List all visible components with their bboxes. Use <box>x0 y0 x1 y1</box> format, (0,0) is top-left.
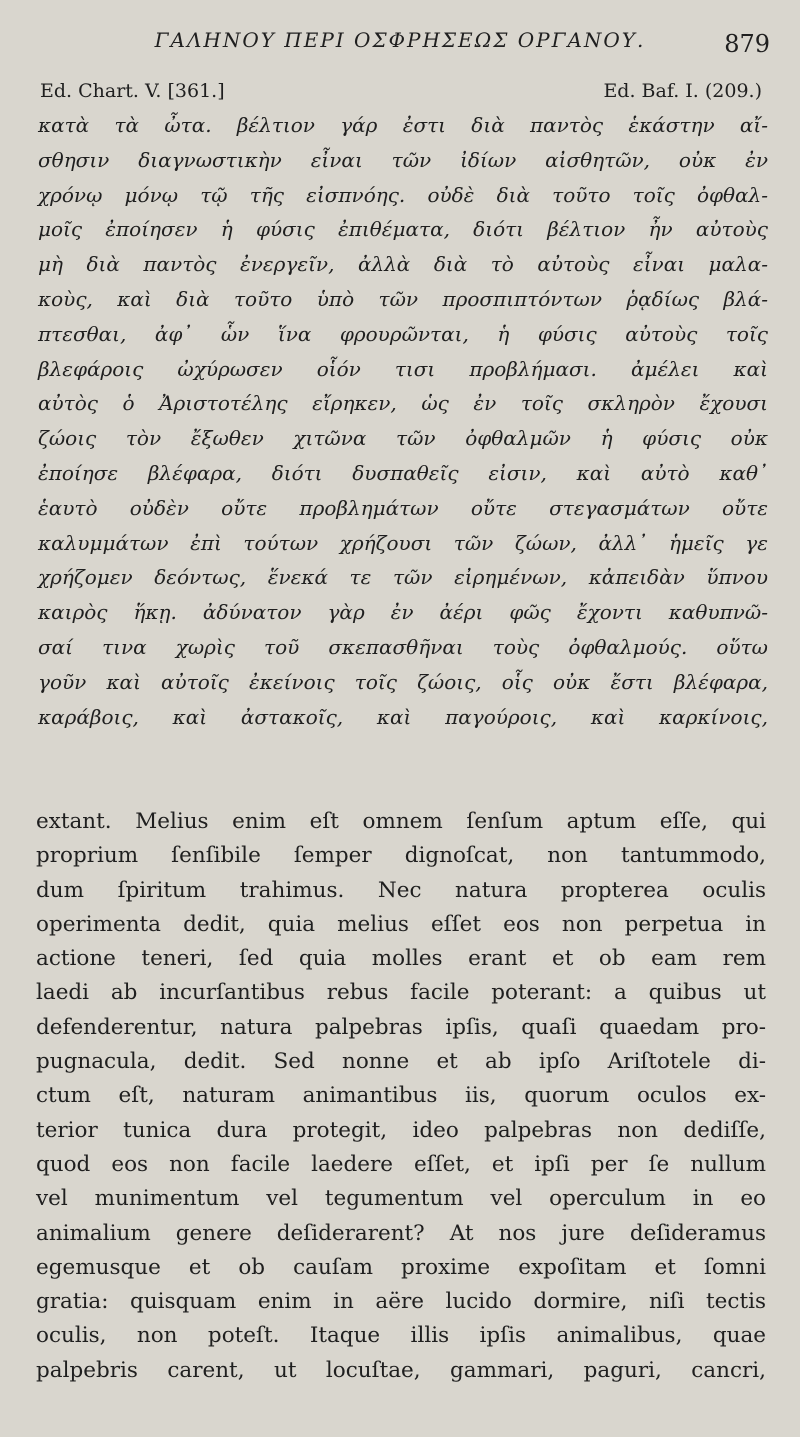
latin-text-line: defenderentur, natura palpebras ipſis, quaſi quaedam pro- <box>36 1014 766 1040</box>
latin-text-line: laedi ab incurſantibus rebus facile poterant: a quibus ut <box>36 980 766 1006</box>
latin-text-line: animalium genere deſiderarent? At nos jure deſideramus <box>36 1220 766 1246</box>
latin-text-line: palpebris carent, ut locuſtae, gammari, paguri, cancri, <box>36 1357 766 1383</box>
greek-text-line: κατὰ τὰ ὦτα. βέλτιον γάρ ἐστι διὰ παντὸς ἑκάστην αἴ- <box>38 113 768 137</box>
page-number: 879 <box>724 30 770 58</box>
greek-text-line: ἐποίησε βλέφαρα, διότι δυσπαθεῖς εἰσιν, καὶ αὐτὸ καθ᾽ <box>38 460 768 485</box>
latin-text-block <box>36 805 766 1388</box>
running-title: ΓΑΛΗΝΟΥ ΠΕΡΙ ΟΣΦΡΗΣΕΩΣ ΟΡΓΑΝΟΥ. <box>154 28 646 52</box>
greek-text-line: καράβοις, καὶ ἀστακοῖς, καὶ παγούροις, καὶ καρκίνοις, <box>38 704 768 729</box>
greek-text-line: γοῦν καὶ αὐτοῖς ἐκείνοις τοῖς ζώοις, οἷς οὐκ ἔστι βλέφαρα, <box>38 669 768 694</box>
greek-text-line: σθησιν διαγνωστικὴν εἶναι τῶν ἰδίων αἰσθητῶν, οὐκ ἐν <box>38 147 768 172</box>
greek-text-line: καλυμμάτων ἐπὶ τούτων χρήζουσι τῶν ζώων, ἀλλ᾽ ἡμεῖς γε <box>38 530 768 555</box>
latin-text-line: egemusque et ob cauſam proxime expoſitam et ſomni <box>36 1254 766 1280</box>
latin-text-line: dum ſpiritum trahimus. Nec natura propterea oculis <box>36 877 766 903</box>
latin-text-line: pugnacula, dedit. Sed nonne et ab ipſo Ariſtotele di- <box>36 1049 766 1075</box>
greek-text-line: ἑαυτὸ οὐδὲν οὔτε προβλημάτων οὔτε στεγασμάτων οὔτε <box>38 495 768 520</box>
greek-text-line: χρόνῳ μόνῳ τῷ τῆς εἰσπνόης. οὐδὲ διὰ τοῦτο τοῖς ὀφθαλ- <box>38 182 768 207</box>
edition-reference-line <box>40 80 762 106</box>
greek-text-line: αὐτὸς ὁ Ἀριστοτέλης εἴρηκεν, ὡς ἐν τοῖς σκληρὸν ἔχουσι <box>38 391 768 416</box>
greek-text-line: βλεφάροις ὠχύρωσεν οἷόν τισι προβλήμασι. ἀμέλει καὶ <box>38 356 768 381</box>
edition-chartier-reference: Ed. Chart. V. [361.] <box>40 80 225 102</box>
greek-text-block <box>38 108 768 734</box>
latin-text-line: gratia: quisquam enim in aëre lucido dormire, niſi tectis <box>36 1289 766 1315</box>
greek-text-line: καιρὸς ἥκῃ. ἀδύνατον γὰρ ἐν ἀέρι φῶς ἔχοντι καθυπνῶ- <box>38 600 768 625</box>
latin-text-line: terior tunica dura protegit, ideo palpebras non dediſſe, <box>36 1117 766 1143</box>
greek-text-line: μὴ διὰ παντὸς ἐνεργεῖν, ἀλλὰ διὰ τὸ αὐτοὺς εἶναι μαλα- <box>38 252 768 277</box>
greek-text-line: ζώοις τὸν ἔξωθεν χιτῶνα τῶν ὀφθαλμῶν ἡ φύσις οὐκ <box>38 426 768 451</box>
latin-text-line: quod eos non facile laedere eſſet, et ipſi per ſe nullum <box>36 1151 766 1177</box>
latin-text-line: actione teneri, ſed quia molles erant et ob eam rem <box>36 946 766 972</box>
edition-basel-reference: Ed. Baf. I. (209.) <box>603 80 762 102</box>
latin-text-line: proprium ſenſibile ſemper dignoſcat, non tantummodo, <box>36 843 766 869</box>
greek-text-line: κοὺς, καὶ διὰ τοῦτο ὑπὸ τῶν προσπιπτόντων ῥᾳδίως βλά- <box>38 286 768 311</box>
greek-text-line: μοῖς ἐποίησεν ἡ φύσις ἐπιθέματα, διότι βέλτιον ἦν αὐτοὺς <box>38 217 768 242</box>
latin-text-line: extant. Melius enim eſt omnem ſenſum aptum eſſe, qui <box>36 809 766 834</box>
greek-text-line: σαί τινα χωρὶς τοῦ σκεπασθῆναι τοὺς ὀφθαλμούς. οὕτω <box>38 634 768 659</box>
greek-text-line: πτεσθαι, ἀφ᾽ ὧν ἵνα φρουρῶνται, ἡ φύσις αὐτοὺς τοῖς <box>38 321 768 346</box>
latin-text-line: oculis, non poteſt. Itaque illis ipſis animalibus, quae <box>36 1323 766 1349</box>
greek-text-line: χρήζομεν δεόντως, ἕνεκά τε τῶν εἰρημένων, κἀπειδὰν ὕπνου <box>38 565 768 590</box>
latin-text-line: vel munimentum vel tegumentum vel operculum in eo <box>36 1186 766 1212</box>
latin-text-line: operimenta dedit, quia melius eſſet eos non perpetua in <box>36 911 766 937</box>
latin-text-line: ctum eſt, naturam animantibus iis, quorum oculos ex- <box>36 1083 766 1109</box>
